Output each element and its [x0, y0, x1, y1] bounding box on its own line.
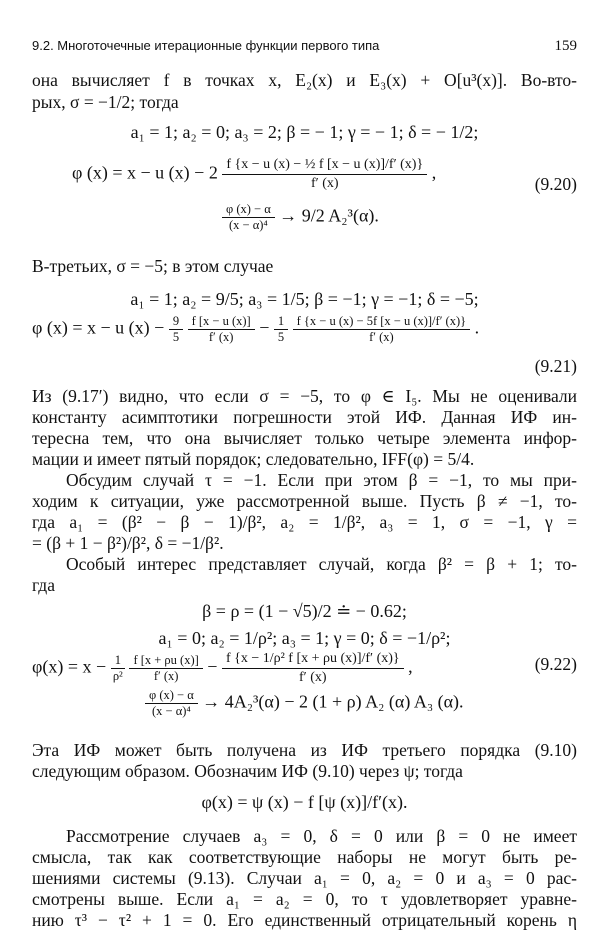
text-line: нию τ³ − τ² + 1 = 0. Его единственный отрицательный корень η: [32, 910, 577, 930]
denominator: (x − α)⁴: [151, 704, 191, 718]
fraction: [222, 202, 275, 233]
fraction: [274, 314, 288, 345]
numerator: f {x − 1/ρ² f [x + ρu (x)]/f′ (x)}: [222, 650, 404, 669]
text-line: В-третьих, σ = −5; в этом случае: [32, 256, 274, 276]
fraction: [169, 314, 183, 345]
equation-number: (9.21): [534, 356, 577, 376]
numerator: 1: [274, 314, 288, 330]
equation-number: (9.22): [534, 654, 577, 674]
asymptotic-relation: [145, 688, 464, 719]
denominator: 5: [277, 330, 285, 344]
fraction: [145, 688, 198, 719]
punctuation: ,: [431, 162, 437, 183]
punctuation: .: [474, 317, 480, 338]
equation-lhs: φ (x) = x − u (x) − 2: [72, 162, 218, 183]
text-line: гда: [32, 575, 55, 595]
equation-rho: β = ρ = (1 − √5)/2 ≐ − 0.62;: [202, 601, 407, 621]
denominator: (x − α)⁴: [228, 218, 268, 232]
numerator: f [x + ρu (x)]: [129, 653, 202, 669]
equation-9-20: [72, 156, 436, 193]
numerator: φ (x) − α: [145, 688, 198, 704]
numerator: f {x − u (x) − 5f [x − u (x)]/f′ (x)}: [293, 314, 471, 330]
fraction: [129, 653, 202, 684]
text-line: Рассмотрение случаев a₃ = 0, δ = 0 или β = 0 не имеет: [66, 826, 577, 846]
text-line: рых, σ = −1/2; тогда: [32, 92, 179, 112]
denominator: 5: [172, 330, 180, 344]
text-line: мации и имеет пятый порядок; следовательно, IFF(φ) = 5/4.: [32, 449, 475, 469]
equation-coefficients: a₁ = 0; a₂ = 1/ρ²; a₃ = 1; γ = 0; δ = −1/ρ²;: [158, 628, 451, 648]
operator: −: [259, 317, 270, 338]
numerator: φ (x) − α: [222, 202, 275, 218]
text-line: гда a₁ = (β² − β − 1)/β², a₂ = 1/β², a₃ = 1, σ = −1, γ =: [32, 512, 577, 532]
denominator: f′ (x): [208, 330, 234, 344]
text-line: = (β + 1 − β²)/β², δ = −1/β².: [32, 533, 224, 553]
numerator: 9: [169, 314, 183, 330]
running-header: [32, 38, 577, 54]
numerator: f {x − u (x) − ½ f [x − u (x)]/f′ (x)}: [222, 156, 427, 175]
fraction: [188, 314, 255, 345]
text-line: шениями системы (9.13). Случаи a₁ = 0, a₂ = 0 и a₃ = 0 рас-: [32, 868, 577, 888]
fraction: [222, 650, 404, 687]
section-title: 9.2. Многоточечные итерационные функции первого типа: [32, 38, 380, 53]
page-number: 159: [554, 38, 577, 54]
numerator: f [x − u (x)]: [188, 314, 255, 330]
denominator: f′ (x): [369, 330, 394, 344]
asymptotic-relation: [222, 202, 379, 233]
relation-rhs: → 9/2 A₂³(α).: [279, 205, 379, 226]
punctuation: ,: [408, 656, 413, 677]
equation-phi-psi: φ(x) = ψ (x) − f [ψ (x)]/f′(x).: [201, 792, 408, 812]
text-line: Эта ИФ может быть получена из ИФ третьего порядка (9.10): [32, 740, 577, 760]
equation-9-21: [32, 314, 479, 345]
fraction: [111, 653, 125, 684]
equation-lhs: φ(x) = x −: [32, 656, 107, 677]
numerator: 1: [111, 653, 125, 669]
relation-rhs: → 4A₂³(α) − 2 (1 + ρ) A₂ (α) A₃ (α).: [202, 691, 464, 712]
equation-coefficients: a₁ = 1; a₂ = 0; a₃ = 2; β = − 1; γ = − 1; δ = − 1/2;: [130, 122, 479, 142]
text-line: она вычисляет f в точках x, E₂(x) и E₃(x) + O[u³(x)]. Во-вто-: [32, 70, 577, 90]
text-line: смысла, так как соответствующие наборы не могут быть ре-: [32, 847, 577, 867]
denominator: f′ (x): [310, 176, 339, 191]
fraction: [222, 156, 427, 193]
text-line: ходим к ситуации, уже рассмотренной выше. Пусть β ≠ −1, то-: [32, 491, 577, 511]
text-line: константу асимптотики погрешности этой ИФ. Данная ИФ ин-: [32, 407, 577, 427]
fraction: [293, 314, 471, 345]
equation-lhs: φ (x) = x − u (x) −: [32, 317, 165, 338]
denominator: ρ²: [112, 669, 123, 683]
text-line: Особый интерес представляет случай, когда β² = β + 1; то-: [66, 554, 577, 574]
text-line: тересна тем, что она вычисляет только четыре элемента инфор-: [32, 428, 577, 448]
denominator: f′ (x): [153, 669, 179, 683]
equation-number: (9.20): [534, 174, 577, 194]
denominator: f′ (x): [299, 670, 327, 685]
equation-coefficients: a₁ = 1; a₂ = 9/5; a₃ = 1/5; β = −1; γ = −1; δ = −5;: [130, 289, 479, 309]
text-line: смотрены выше. Если a₁ = a₂ = 0, то τ удовлетворяет уравне-: [32, 889, 577, 909]
operator: −: [207, 656, 218, 677]
equation-9-22: [32, 650, 413, 687]
text-line: следующим образом. Обозначим ИФ (9.10) через ψ; тогда: [32, 761, 463, 781]
text-line: Обсудим случай τ = −1. Если при этом β = −1, то мы при-: [66, 470, 577, 490]
text-line: Из (9.17′) видно, что если σ = −5, то φ ∈ I₅. Мы не оценивали: [32, 386, 577, 406]
